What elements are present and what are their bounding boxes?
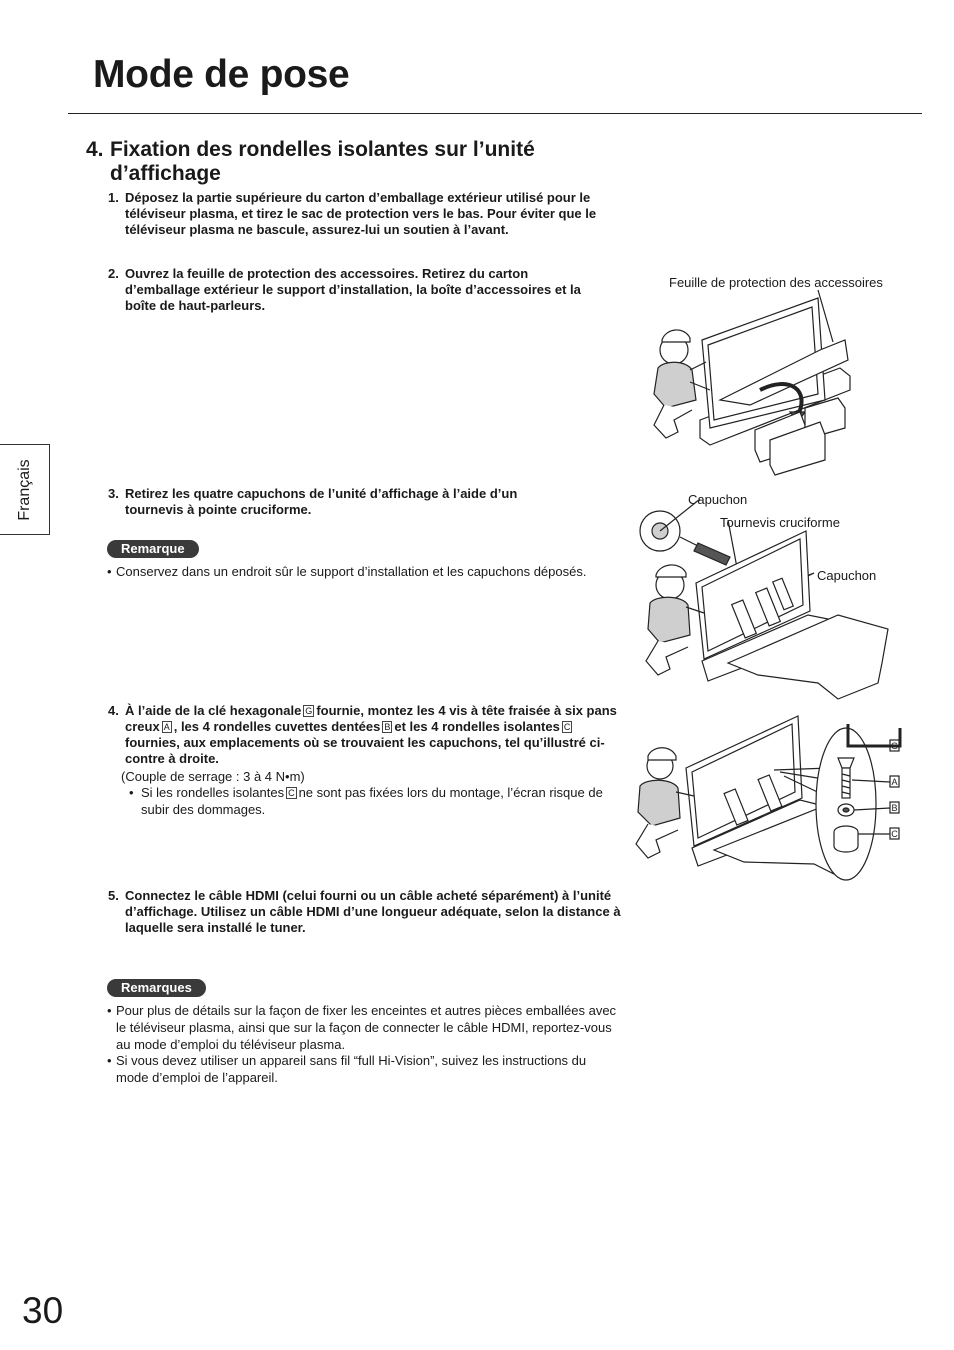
key-b: B [384, 722, 391, 732]
step-number: 1. [108, 190, 119, 205]
washer-mounting-illustration [634, 714, 910, 886]
step-text: Déposez la partie supérieure du carton d’emballage extérieur utilisé pour le téléviseur plasma, et tirez le sac de protection vers le bas. Pour éviter que le téléviseur plasma ne bascule, assurez-lui un soutien à l’avant. [125, 190, 597, 237]
step-number: 3. [108, 486, 119, 501]
remarques-badge: Remarques [107, 979, 206, 997]
section-title-line2: d’affichage [110, 162, 221, 185]
key-a: A [163, 722, 170, 732]
note-text: Conservez dans un endroit sûr le support d’installation et les capuchons déposés. [116, 564, 587, 579]
title-divider [68, 113, 922, 114]
step-text: Retirez les quatre capuchons de l’unité d’affichage à l’aide d’un tournevis à pointe cruciforme. [125, 486, 518, 517]
page-title: Mode de pose [93, 53, 350, 96]
note-item [107, 1002, 622, 1053]
bullet-text: Si les rondelles isolantes C ne sont pas fixées lors du montage, l’écran risque de subir des dommages. [141, 785, 603, 817]
note-text: Si vous devez utiliser un appareil sans fil “full Hi-Vision”, suivez les instructions du mode d’emploi de l’appareil. [116, 1053, 587, 1085]
torque-text: (Couple de serrage : 3 à 4 N•m) [121, 769, 305, 784]
step-2 [108, 266, 598, 314]
fig2-caption-screwdriver: Tournevis cruciforme [720, 515, 840, 530]
fig2-caption-cap-right: Capuchon [817, 568, 877, 583]
note-text: Pour plus de détails sur la façon de fixer les enceintes et autres pièces emballées avec le téléviseur plasma, ainsi que sur la façon de connecter le câble HDMI, reportez-vous au mode d’emploi du téléviseur plasma. [116, 1003, 617, 1052]
bullet: • [129, 785, 134, 800]
fig3-label-a: A [891, 777, 898, 787]
language-tab-label: Français [15, 458, 33, 521]
bullet: • [107, 1053, 112, 1068]
key-g: G [305, 706, 313, 716]
fig3-label-c: C [891, 829, 898, 839]
step-number: 4. [108, 703, 119, 718]
step-5 [108, 888, 623, 936]
step-4-bullet [129, 784, 609, 818]
fig3-label-b: B [891, 803, 898, 813]
step-number: 2. [108, 266, 119, 281]
bullet: • [107, 1003, 112, 1018]
fig3-label-g: G [890, 741, 899, 751]
key-c: C [288, 788, 295, 798]
language-tab [0, 444, 50, 535]
key-c: C [563, 722, 571, 732]
cap-removal-illustration [638, 503, 890, 703]
step-1 [108, 190, 628, 238]
step-4 [108, 703, 620, 767]
step-text: Connectez le câble HDMI (celui fourni ou un câble acheté séparément) à l’unité d’affichage. Utilisez un câble HDMI d’une longueur adéquate, selon la distance à laquelle sera installé le tuner. [125, 888, 621, 935]
section-title-line1: Fixation des rondelles isolantes sur l’unité [110, 138, 535, 161]
step-number: 5. [108, 888, 119, 903]
step-text: À l’aide de la clé hexagonale G fournie, montez les 4 vis à tête fraisée à six pans creux A , les 4 rondelles cuvettes dentées B et les 4 rondelles isolantes Cfournies, aux emplacements où se trouvaient les capuchons, tel qu’illustré ci-contre à droite. [125, 703, 617, 766]
fig1-caption: Feuille de protection des accessoires [669, 275, 883, 290]
note-item [107, 1052, 622, 1086]
fig2-caption-cap-top: Capuchon [688, 492, 748, 507]
bullet: • [107, 564, 112, 579]
page-number: 30 [22, 1290, 64, 1331]
remarque-badge: Remarque [107, 540, 199, 558]
step-text: Ouvrez la feuille de protection des accessoires. Retirez du carton d’emballage extérieur le support d’installation, la boîte d’accessoires et la boîte de haut-parleurs. [125, 266, 581, 313]
unpacking-illustration [640, 290, 920, 475]
step-3 [108, 486, 578, 518]
section-number: 4. [86, 138, 104, 161]
note-item [107, 563, 587, 580]
section-heading [86, 138, 626, 186]
